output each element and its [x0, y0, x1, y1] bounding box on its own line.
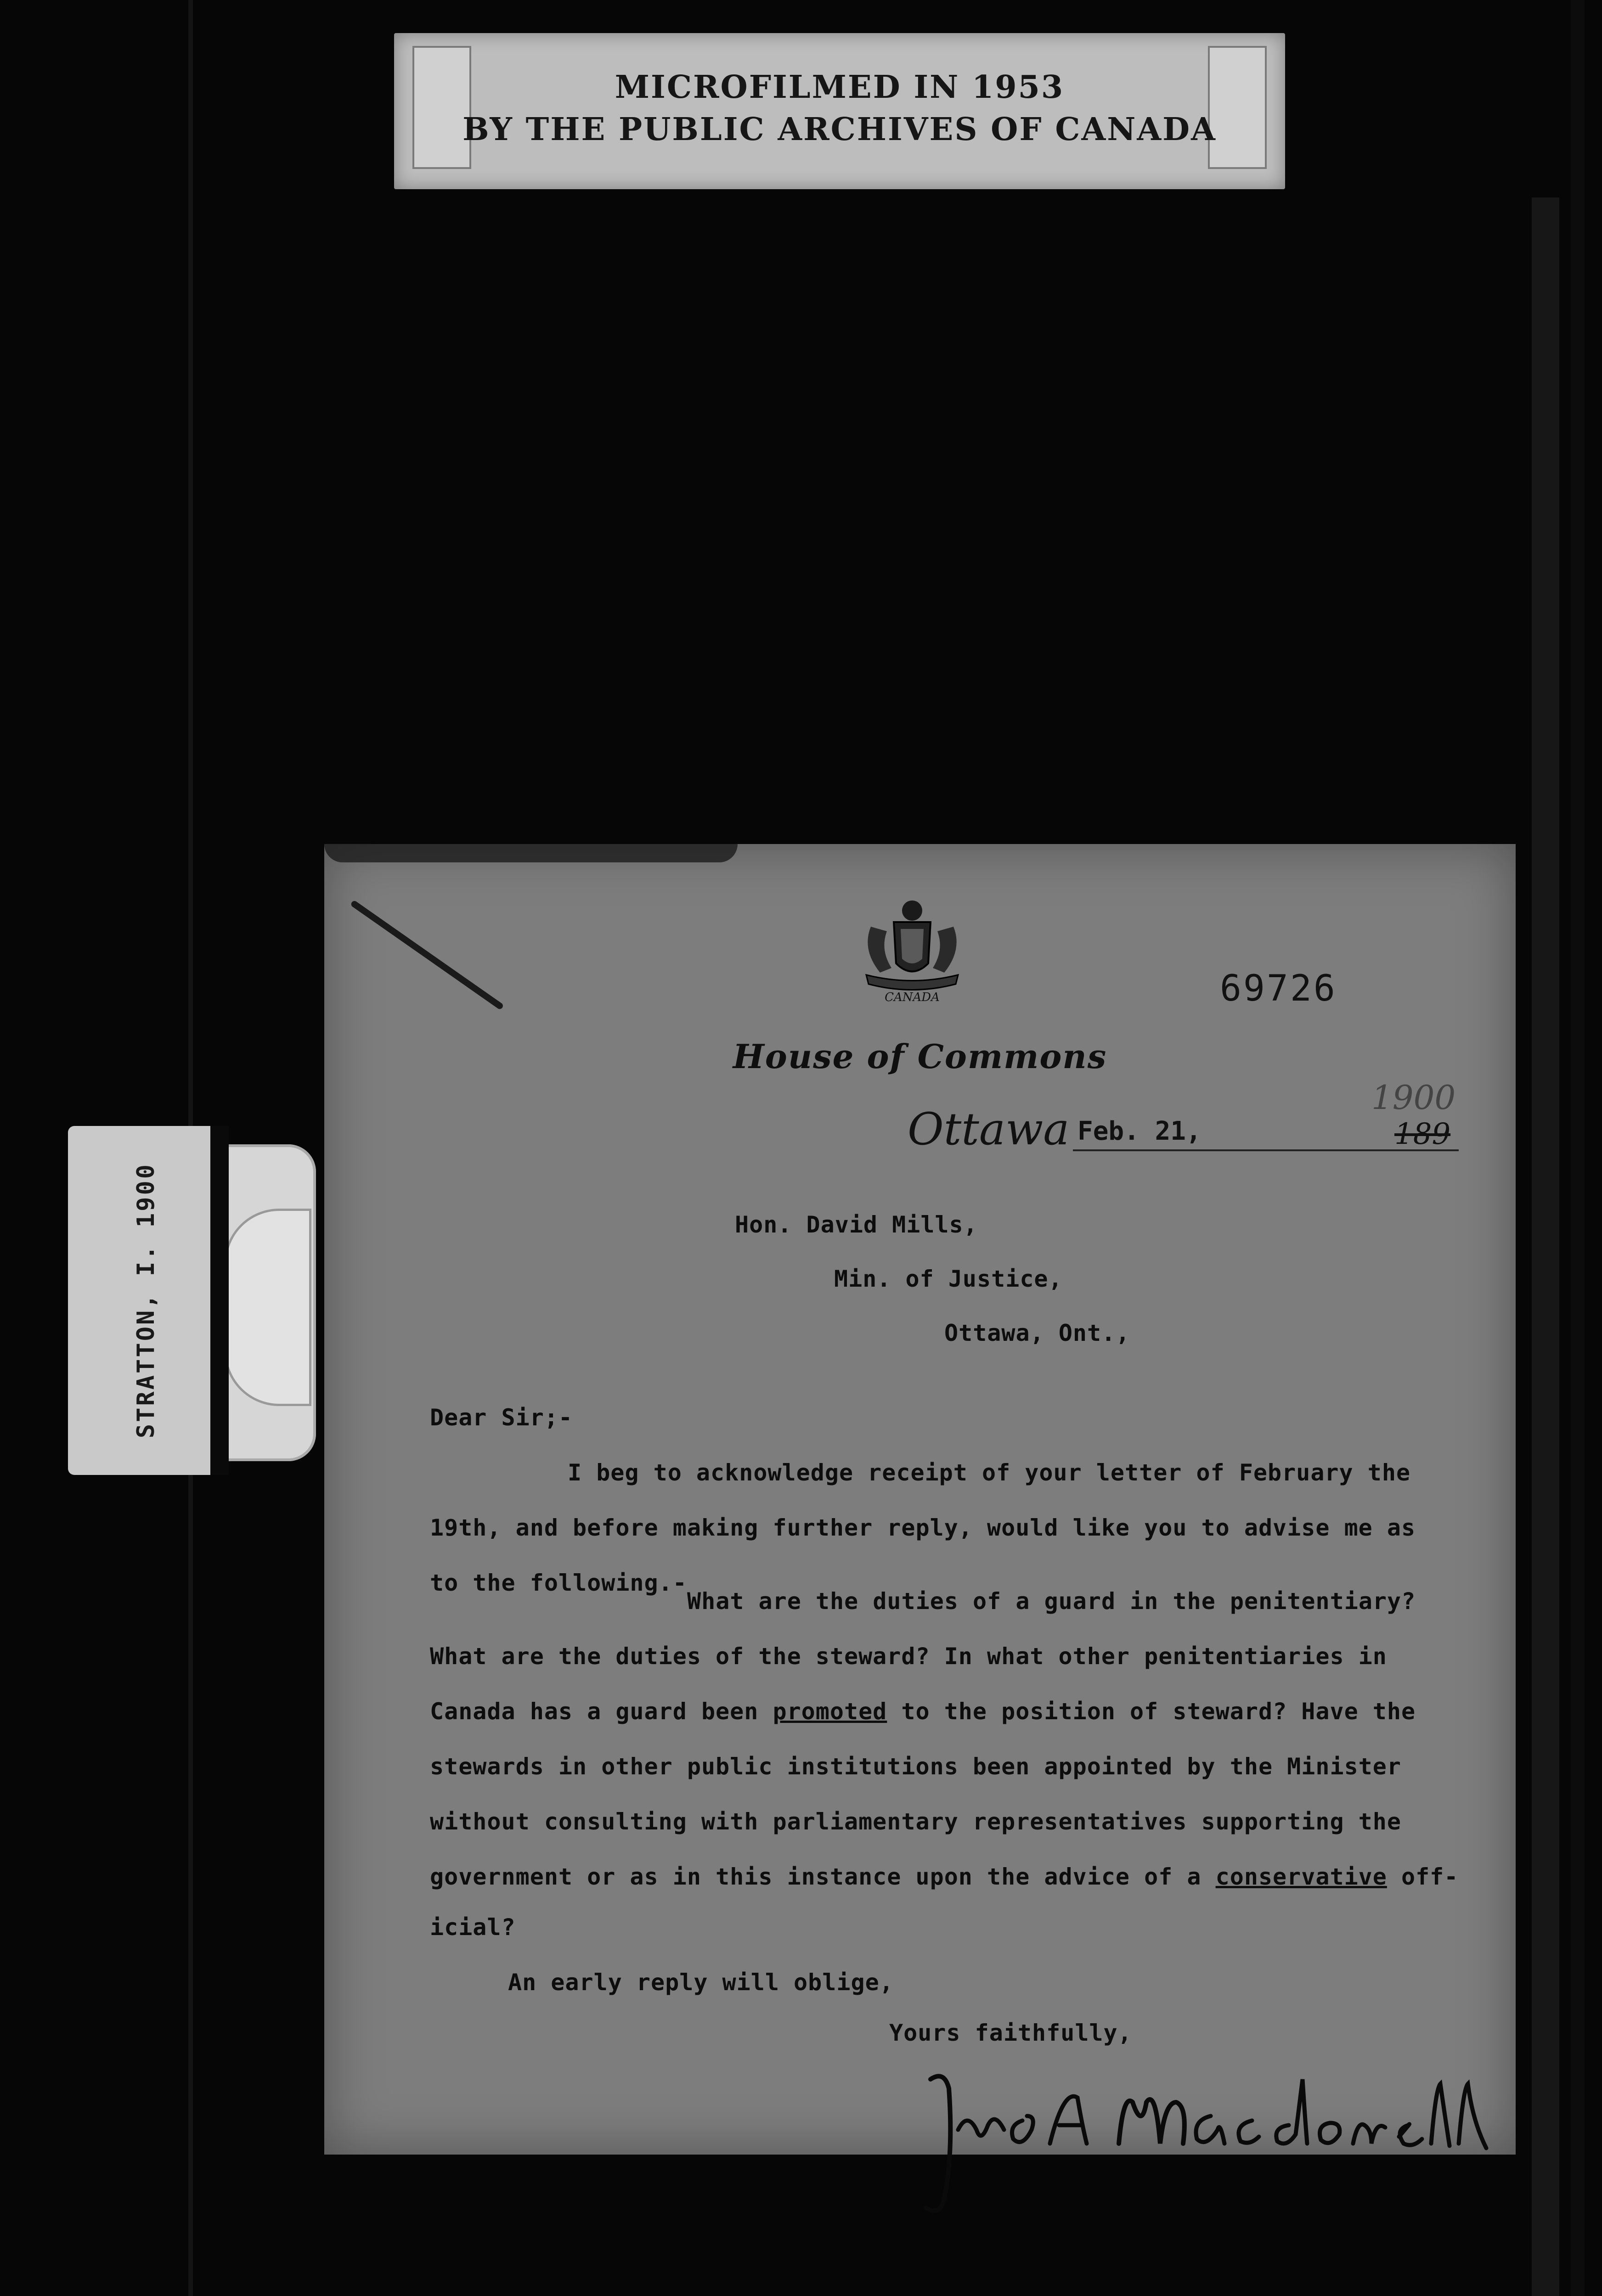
- letterhead: House of Commons: [733, 1037, 1107, 1076]
- document-number: 69726: [1220, 968, 1337, 1009]
- microfilm-banner: [394, 33, 1285, 189]
- year-handwritten: 1900: [1371, 1078, 1456, 1117]
- body-line-6-end: to the position of steward? Have the: [887, 1698, 1416, 1725]
- salutation: Dear Sir;-: [430, 1404, 573, 1431]
- body-line-7: stewards in other public institutions been appointed by the Minister: [430, 1753, 1401, 1780]
- letter-top-edge: [324, 844, 738, 862]
- handwritten-signature: [912, 2061, 1509, 2222]
- body-line-9-end: off-: [1387, 1863, 1459, 1890]
- film-strip-right: [1532, 197, 1559, 2296]
- closing-line: An early reply will oblige,: [508, 1969, 894, 1996]
- recipient-city: Ottawa, Ont.,: [944, 1320, 1130, 1346]
- underlined-promoted: promoted: [773, 1698, 887, 1725]
- crest-caption: CANADA: [885, 990, 940, 1004]
- recipient-title: Min. of Justice,: [834, 1266, 1063, 1292]
- sign-off: Yours faithfully,: [889, 2020, 1132, 2046]
- pencil-mark: [350, 900, 504, 1010]
- film-strip-edge: [1571, 0, 1585, 2296]
- banner-clip-left: [412, 46, 471, 169]
- body-line-4: What are the duties of a guard in the penitentiary?: [687, 1588, 1416, 1615]
- body-line-9: [430, 1863, 1458, 1890]
- body-line-1: I beg to acknowledge receipt of your letter of February the: [568, 1459, 1411, 1486]
- index-tab-label: STRATTON, I. 1900: [132, 1162, 160, 1439]
- body-line-6-start: Canada has a guard been: [430, 1698, 773, 1725]
- body-line-9-start: government or as in this instance upon the advice of a: [430, 1863, 1216, 1890]
- index-tab: [68, 1126, 316, 1475]
- body-line-6: [430, 1698, 1416, 1725]
- index-tab-clip: [224, 1209, 311, 1406]
- year-printed: 189: [1394, 1117, 1451, 1151]
- index-tab-card: [68, 1126, 224, 1475]
- canadian-coat-of-arms-icon: [843, 895, 981, 1005]
- body-line-8: without consulting with parliamentary representatives supporting the: [430, 1808, 1401, 1835]
- letter-date: Feb. 21,: [1077, 1116, 1202, 1146]
- banner-line-1: MICROFILMED IN 1953: [615, 69, 1065, 106]
- underlined-conservative: conservative: [1215, 1863, 1387, 1890]
- recipient-name: Hon. David Mills,: [735, 1211, 978, 1238]
- body-line-10: icial?: [430, 1914, 516, 1941]
- index-tab-divider: [210, 1126, 229, 1475]
- banner-line-2: BY THE PUBLIC ARCHIVES OF CANADA: [463, 111, 1217, 148]
- banner-clip-right: [1208, 46, 1267, 169]
- body-line-2: 19th, and before making further reply, would like you to advise me as: [430, 1514, 1416, 1541]
- body-line-3: to the following.-: [430, 1570, 687, 1596]
- letter-page: [324, 844, 1516, 2155]
- body-line-5: What are the duties of the steward? In what other penitentiaries in: [430, 1643, 1387, 1670]
- place-city: Ottawa: [908, 1103, 1070, 1155]
